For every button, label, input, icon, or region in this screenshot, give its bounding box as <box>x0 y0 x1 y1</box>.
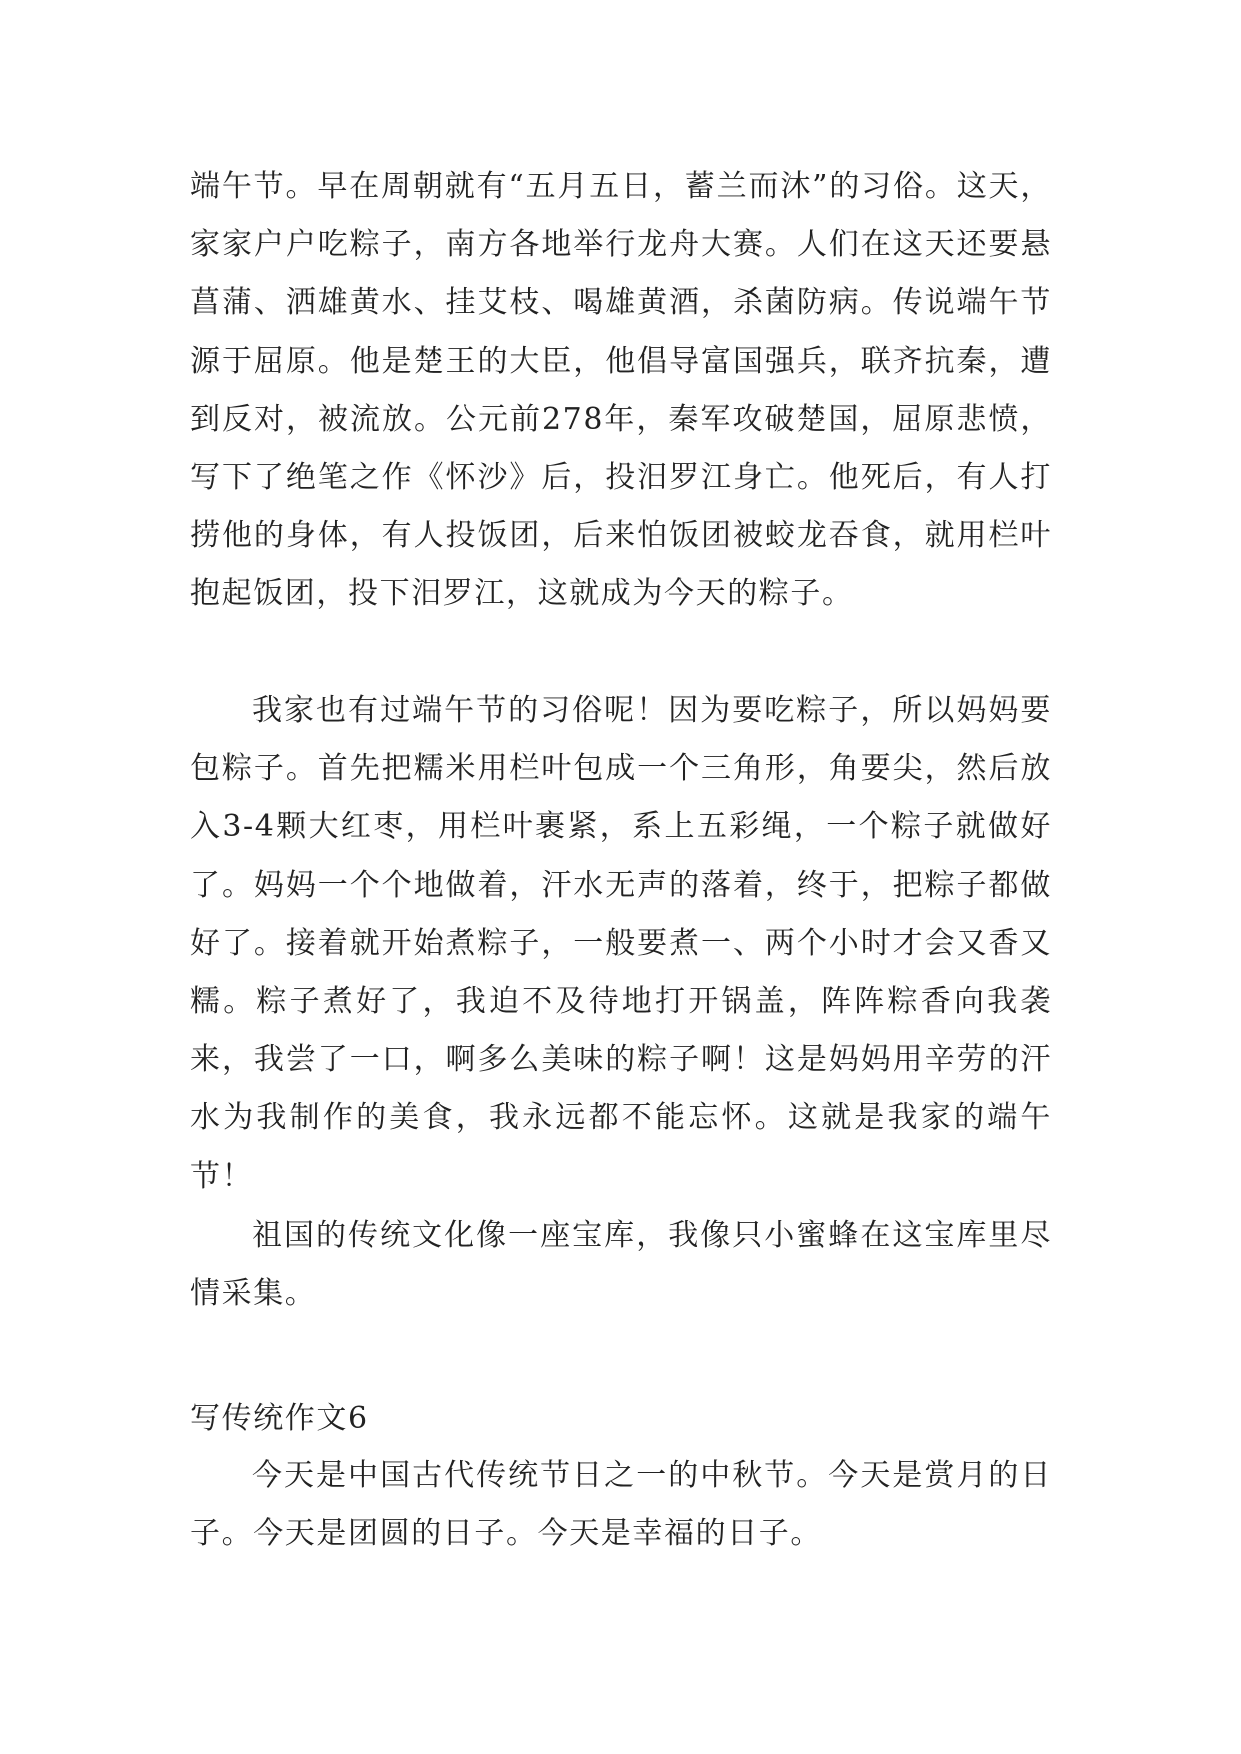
paragraph-conclusion: 祖国的传统文化像一座宝库，我像只小蜜蜂在这宝库里尽情采集。 <box>190 1218 1052 1312</box>
paragraph-dragon-boat-history: 端午节。早在周朝就有“五月五日，蓄兰而沐”的习俗。这天，家家户户吃粽子，南方各地举行龙舟大赛。人们在这天还要悬菖蒲、洒雄黄水、挂艾枝、喝雄黄酒，杀菌防病。传说端午节源于屈原。他是楚王的大臣，他倡导富国强兵，联齐抗秦，遭到反对，被流放。公元前278年，秦军攻破楚国，屈原悲愤，写下了绝笔之作《怀沙》后，投汨罗江身亡。他死后，有人打捞他的身体，有人投饭团，后来怕饭团被蛟龙吞食，就用栏叶抱起饭团，投下汨罗江，这就成为今天的粽子。 <box>190 169 1052 612</box>
paragraph-mid-autumn: 今天是中国古代传统节日之一的中秋节。今天是赏月的日子。今天是团圆的日子。今天是幸福的日子。 <box>190 1458 1052 1552</box>
section-heading: 写传统作文6 <box>190 1401 369 1436</box>
paragraph-family-custom: 我家也有过端午节的习俗呢！因为要吃粽子，所以妈妈要包粽子。首先把糯米用栏叶包成一个三角形，角要尖，然后放入3-4颗大红枣，用栏叶裹紧，系上五彩绳，一个粽子就做好了。妈妈一个个地做着，汗水无声的落着，终于，把粽子都做好了。接着就开始煮粽子，一般要煮一、两个小时才会又香又糯。粽子煮好了，我迫不及待地打开锅盖，阵阵粽香向我袭来，我尝了一口，啊多么美味的粽子啊！这是妈妈用辛劳的汗水为我制作的美食，我永远都不能忘怀。这就是我家的端午节！ <box>190 693 1052 1194</box>
